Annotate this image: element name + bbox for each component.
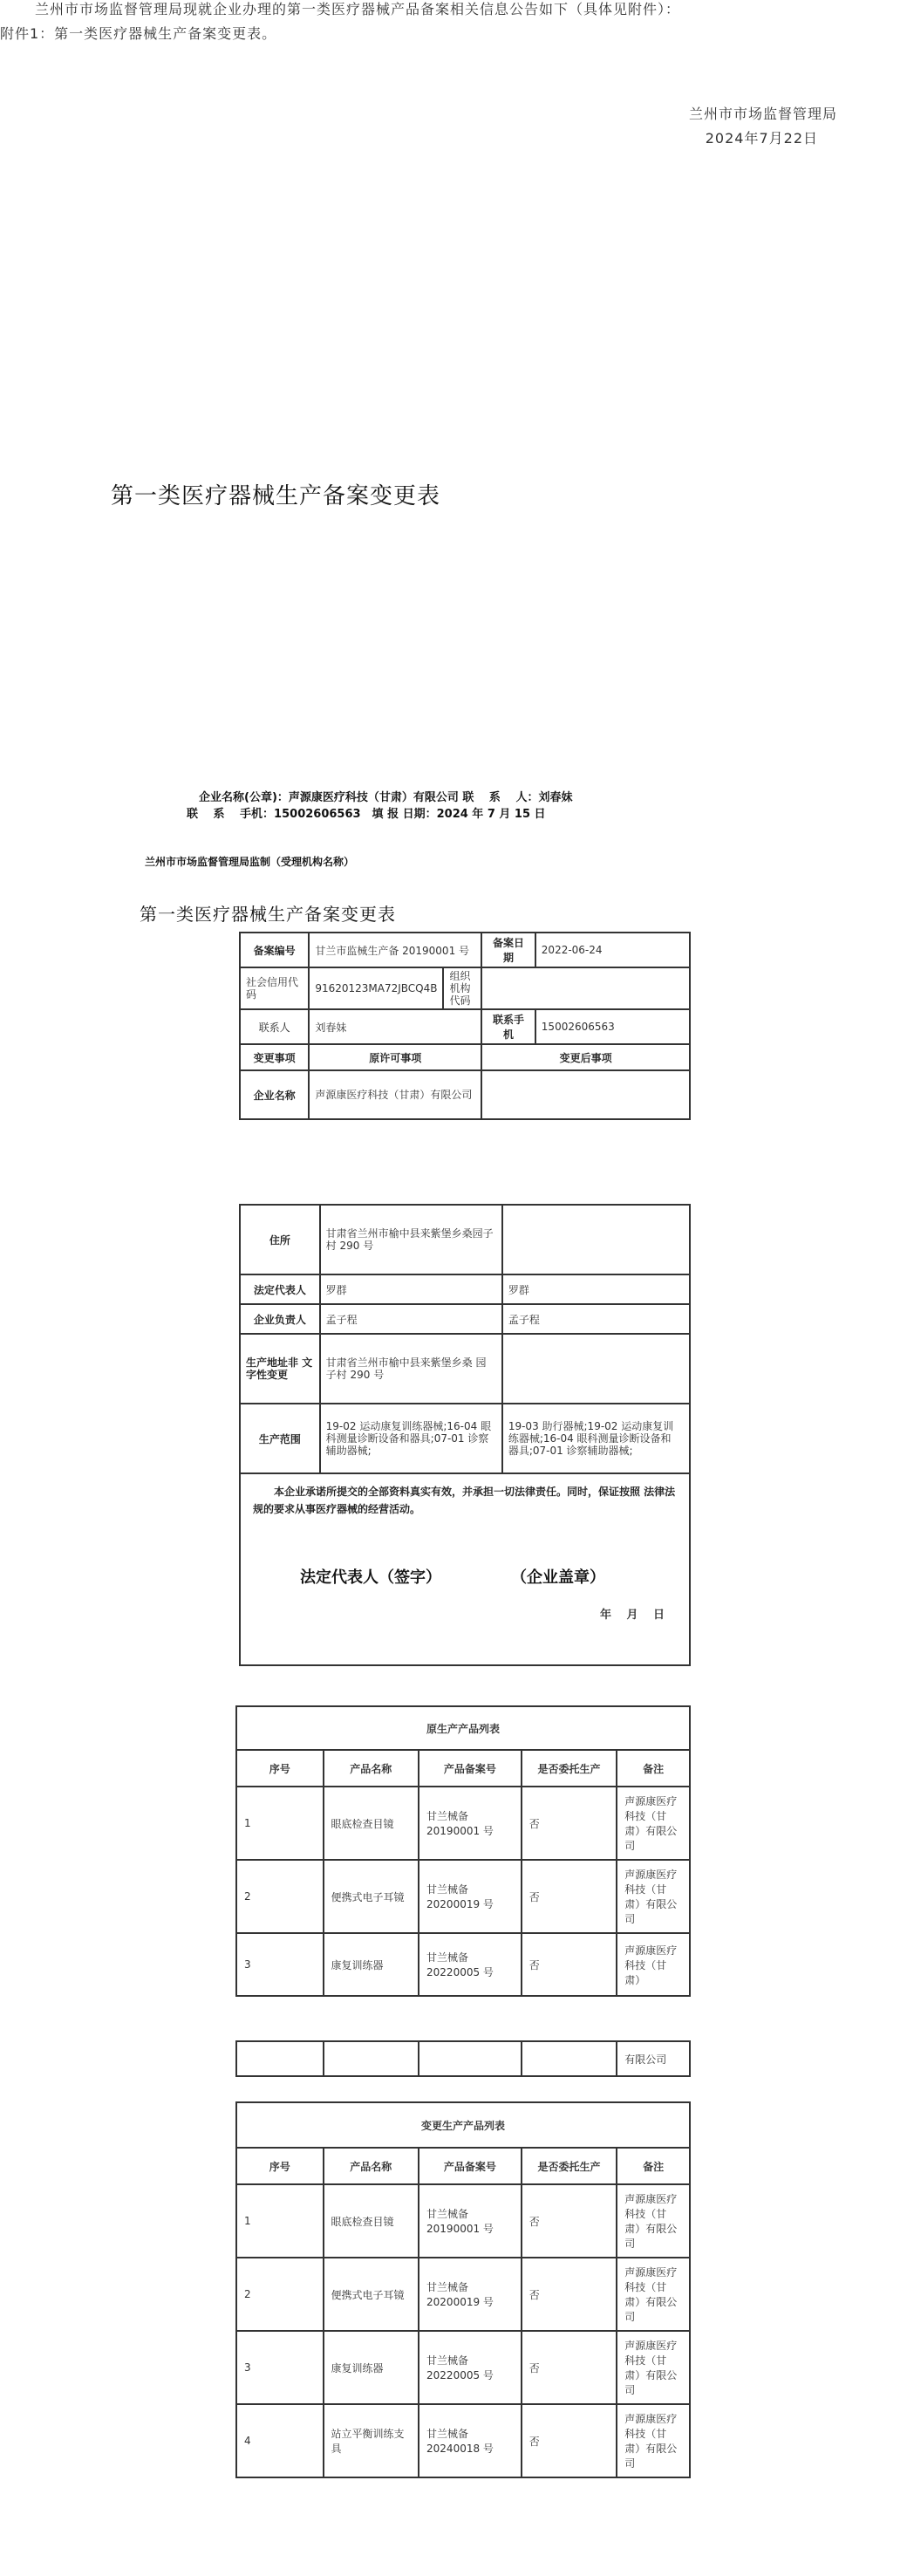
commitment-cell: [240, 1473, 690, 1665]
scope-label: 生产范围: [240, 1404, 320, 1473]
changed-products-caption: 变更生产产品列表: [236, 2102, 690, 2148]
empty-cell: [236, 2041, 324, 2076]
empty-cell: [522, 2041, 617, 2076]
scope-after: 19-03 助行器械;19-02 运动康复训 练器械;16-04 眼科测量诊断设备和 器具;07-01 诊察辅助器械;: [502, 1404, 690, 1473]
col-header: 备注: [617, 2148, 690, 2184]
org-code-value: [481, 967, 690, 1009]
legal-rep-original: 罗群: [320, 1274, 502, 1304]
filing-date-label: 备案日期: [481, 933, 535, 967]
contact-value: 刘春妹: [309, 1009, 481, 1044]
form-row-commitment: [240, 1473, 690, 1665]
entrusted: 否: [522, 2258, 617, 2331]
table-row: [236, 2331, 690, 2404]
product-name: 康复训练器: [324, 1933, 419, 1996]
entrusted: 否: [522, 1860, 617, 1933]
entrusted: 否: [522, 2331, 617, 2404]
issuing-authority: 兰州市市场监督管理局: [688, 106, 837, 122]
row-index: 1: [236, 1787, 324, 1860]
credit-code-label: 社会信用代码: [240, 967, 309, 1009]
remark: 声源康医疗科技（甘肃）有限公司: [617, 1860, 690, 1933]
form-row-prod-address: [240, 1334, 690, 1404]
empty-cell: [324, 2041, 419, 2076]
company-name-after: [481, 1070, 690, 1119]
form-row-legal-rep: [240, 1274, 690, 1304]
product-name: 便携式电子耳镜: [324, 2258, 419, 2331]
company-name-label: 企业名称: [240, 1070, 309, 1119]
table-header-row: [236, 1750, 690, 1787]
product-name: 站立平衡训练支具: [324, 2404, 419, 2477]
row-index: 3: [236, 2331, 324, 2404]
row-index: 1: [236, 2184, 324, 2258]
table-row: [236, 1933, 690, 1996]
table-row: [236, 2041, 690, 2076]
remark: 声源康医疗科技（甘肃）有限公司: [617, 1787, 690, 1860]
product-filing-no: 甘兰械备 20220005 号: [419, 2331, 522, 2404]
sign-date: 年 月 日: [600, 1609, 665, 1622]
form-row-filing: [240, 933, 690, 967]
principal-original: 孟子程: [320, 1304, 502, 1334]
org-code-label: 组织机构代码: [443, 967, 481, 1009]
col-header: 备注: [617, 1750, 690, 1787]
remark: 声源康医疗科技（甘肃）有限公司: [617, 2258, 690, 2331]
prod-address-after: [502, 1334, 690, 1404]
change-item-header: 变更事项: [240, 1044, 309, 1070]
notice-line-1: 兰州市市场监督管理局现就企业办理的第一类医疗器械产品备案相关信息公告如下（具体见附件）：: [35, 1, 681, 17]
original-products-caption: 原生产产品列表: [236, 1706, 690, 1750]
filing-date-value: 2022-06-24: [535, 933, 690, 967]
product-filing-no: 甘兰械备 20220005 号: [419, 1933, 522, 1996]
address-label: 住所: [240, 1205, 320, 1274]
company-seal-label: （企业盖章）: [511, 1568, 605, 1587]
legal-rep-after: 罗群: [502, 1274, 690, 1304]
table-header-row: [236, 2148, 690, 2184]
col-header: 序号: [236, 1750, 324, 1787]
remark: 声源康医疗科技（甘肃）: [617, 1933, 690, 1996]
entrusted: 否: [522, 2184, 617, 2258]
legal-signature-label: 法定代表人（签字）: [300, 1568, 441, 1587]
scope-original: 19-02 运动康复训练器械;16-04 眼 科测量诊断设备和器具;07-01 诊察 辅助器械;: [320, 1404, 502, 1473]
after-header: 变更后事项: [481, 1044, 690, 1070]
address-original: 甘肃省兰州市榆中县来紫堡乡桑园子村 290 号: [320, 1205, 502, 1274]
supervisor-note: 兰州市市场监督管理局监制（受理机构名称）: [145, 856, 355, 868]
col-header: 是否委托生产: [522, 1750, 617, 1787]
original-products-table: [235, 1705, 691, 1997]
table-row: [236, 2184, 690, 2258]
table-row: [236, 1787, 690, 1860]
row-index: 2: [236, 1860, 324, 1933]
product-filing-no: 甘兰械备 20200019 号: [419, 2258, 522, 2331]
form-title: 第一类医疗器械生产备案变更表: [140, 904, 396, 925]
entrusted: 否: [522, 1787, 617, 1860]
product-filing-no: 甘兰械备 20190001 号: [419, 1787, 522, 1860]
changed-products-table: [235, 2101, 691, 2478]
product-name: 眼底检查目镜: [324, 2184, 419, 2258]
remark: 声源康医疗科技（甘肃）有限公司: [617, 2331, 690, 2404]
phone-value: 15002606563: [535, 1009, 690, 1044]
entrusted: 否: [522, 2404, 617, 2477]
col-header: 序号: [236, 2148, 324, 2184]
original-header: 原许可事项: [309, 1044, 481, 1070]
prod-address-label: 生产地址非 文字性变更: [240, 1334, 320, 1404]
principal-label: 企业负责人: [240, 1304, 320, 1334]
product-filing-no: 甘兰械备 20240018 号: [419, 2404, 522, 2477]
col-header: 产品名称: [324, 2148, 419, 2184]
form-row-company: [240, 1070, 690, 1119]
form-table-top: [239, 932, 691, 1120]
table-row: [236, 1860, 690, 1933]
product-name: 便携式电子耳镜: [324, 1860, 419, 1933]
remark: 声源康医疗科技（甘肃）有限公司: [617, 2404, 690, 2477]
form-row-contact: [240, 1009, 690, 1044]
commitment-text: 本企业承诺所提交的全部资料真实有效，并承担一切法律责任。同时，保证按照 法律法规的要求从事医疗器械的经营活动。: [253, 1486, 676, 1515]
product-name: 眼底检查目镜: [324, 1787, 419, 1860]
row-index: 2: [236, 2258, 324, 2331]
empty-cell: [419, 2041, 522, 2076]
row-index: 4: [236, 2404, 324, 2477]
legal-rep-label: 法定代表人: [240, 1274, 320, 1304]
company-name-original: 声源康医疗科技（甘肃）有限公司: [309, 1070, 481, 1119]
col-header: 是否委托生产: [522, 2148, 617, 2184]
principal-after: 孟子程: [502, 1304, 690, 1334]
product-name: 康复训练器: [324, 2331, 419, 2404]
form-row-credit: [240, 967, 690, 1009]
phone-label: 联系手机: [481, 1009, 535, 1044]
notice-date: 2024年7月22日: [705, 130, 818, 147]
signature-area: [253, 1518, 677, 1649]
product-filing-no: 甘兰械备 20190001 号: [419, 2184, 522, 2258]
form-row-principal: [240, 1304, 690, 1334]
filing-no-value: 甘兰市监械生产备 20190001 号: [309, 933, 481, 967]
remark: 声源康医疗科技（甘肃）有限公司: [617, 2184, 690, 2258]
page-title: 第一类医疗器械生产备案变更表: [111, 483, 441, 509]
form-table-bottom: [239, 1204, 691, 1666]
form-row-scope: [240, 1404, 690, 1473]
row-index: 3: [236, 1933, 324, 1996]
company-header-line-1: 企业名称(公章)：声源康医疗科技（甘肃）有限公司 联 系 人：刘春妹: [199, 791, 573, 804]
product-filing-no: 甘兰械备 20200019 号: [419, 1860, 522, 1933]
credit-code-value: 91620123MA72JBCQ4B: [309, 967, 443, 1009]
address-after: [502, 1205, 690, 1274]
col-header: 产品备案号: [419, 2148, 522, 2184]
col-header: 产品名称: [324, 1750, 419, 1787]
remark-overflow: 有限公司: [617, 2041, 690, 2076]
overflow-row-table: [235, 2040, 691, 2077]
table-row: [236, 2258, 690, 2331]
form-row-address: [240, 1205, 690, 1274]
filing-no-label: 备案编号: [240, 933, 309, 967]
notice-line-2: 附件1：第一类医疗器械生产备案变更表。: [0, 25, 277, 42]
contact-label: 联系人: [240, 1009, 309, 1044]
col-header: 产品备案号: [419, 1750, 522, 1787]
form-row-headers: [240, 1044, 690, 1070]
company-header-line-2: 联 系 手机：15002606563 填 报 日期：2024 年 7 月 15 日: [187, 808, 546, 821]
prod-address-original: 甘肃省兰州市榆中县来紫堡乡桑 园子村 290 号: [320, 1334, 502, 1404]
entrusted: 否: [522, 1933, 617, 1996]
table-row: [236, 2404, 690, 2477]
